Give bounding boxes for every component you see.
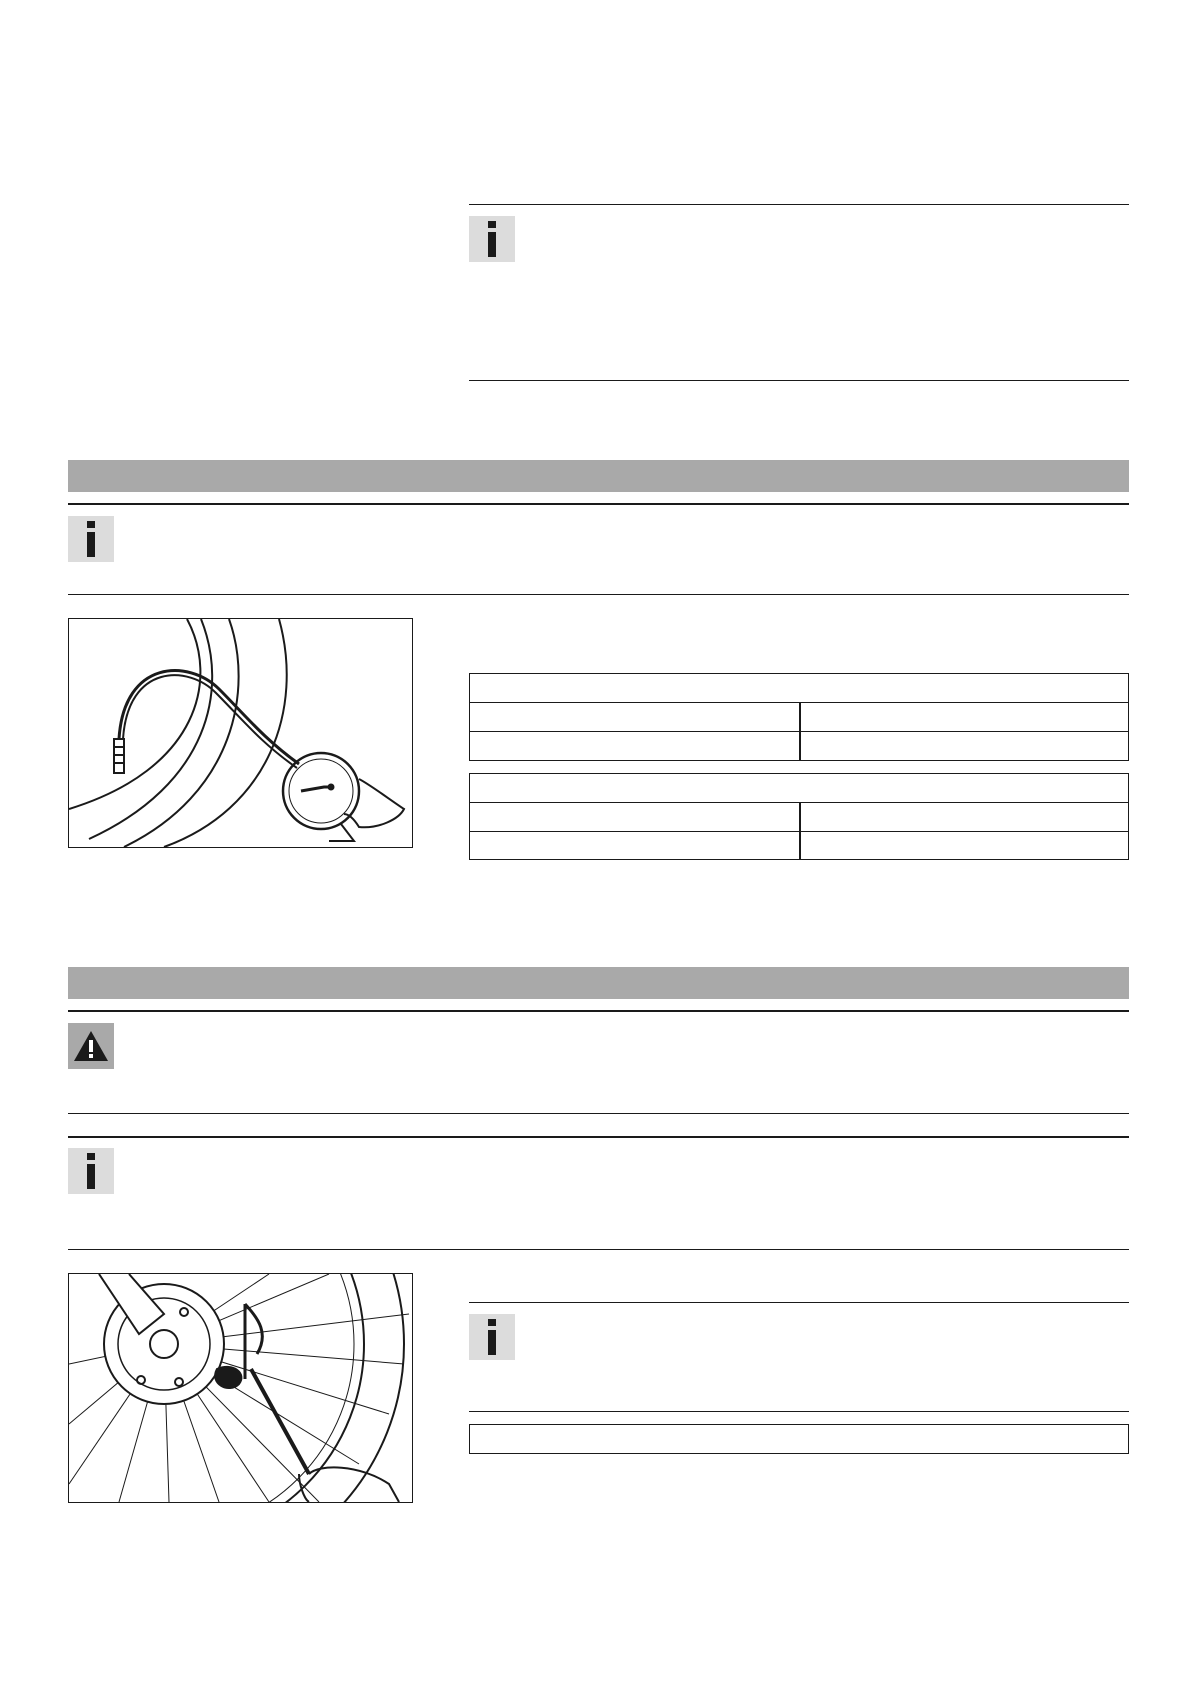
note-top-rule bbox=[469, 1302, 1129, 1303]
table-column-divider bbox=[799, 703, 801, 732]
table-column-divider bbox=[799, 803, 801, 832]
info-icon bbox=[68, 516, 114, 562]
tire-pressure-gauge-illustration bbox=[68, 618, 413, 848]
info-icon bbox=[68, 1148, 114, 1194]
warning-icon bbox=[68, 1023, 114, 1069]
warning-bottom-rule bbox=[68, 1113, 1129, 1114]
single-row-box bbox=[469, 1424, 1129, 1454]
pressure-table-rear bbox=[469, 773, 1129, 860]
info-icon bbox=[469, 216, 515, 262]
info-icon bbox=[469, 1314, 515, 1360]
spoke-tension-test-illustration bbox=[68, 1273, 413, 1503]
table-column-divider bbox=[799, 832, 801, 860]
table-row bbox=[470, 702, 1128, 732]
note-top-rule bbox=[469, 204, 1129, 205]
table-column-divider bbox=[799, 732, 801, 761]
table-row bbox=[470, 831, 1128, 860]
note-top-rule bbox=[68, 503, 1129, 505]
pressure-table-front bbox=[469, 673, 1129, 761]
note-bottom-rule bbox=[469, 380, 1129, 381]
section-header-bar-1 bbox=[68, 460, 1129, 492]
table-row bbox=[470, 731, 1128, 761]
note-bottom-rule bbox=[68, 594, 1129, 595]
table-row bbox=[470, 802, 1128, 832]
warning-top-rule bbox=[68, 1010, 1129, 1012]
note-bottom-rule bbox=[68, 1249, 1129, 1250]
note-bottom-rule bbox=[469, 1411, 1129, 1412]
note-top-rule bbox=[68, 1136, 1129, 1138]
section-header-bar-2 bbox=[68, 967, 1129, 999]
